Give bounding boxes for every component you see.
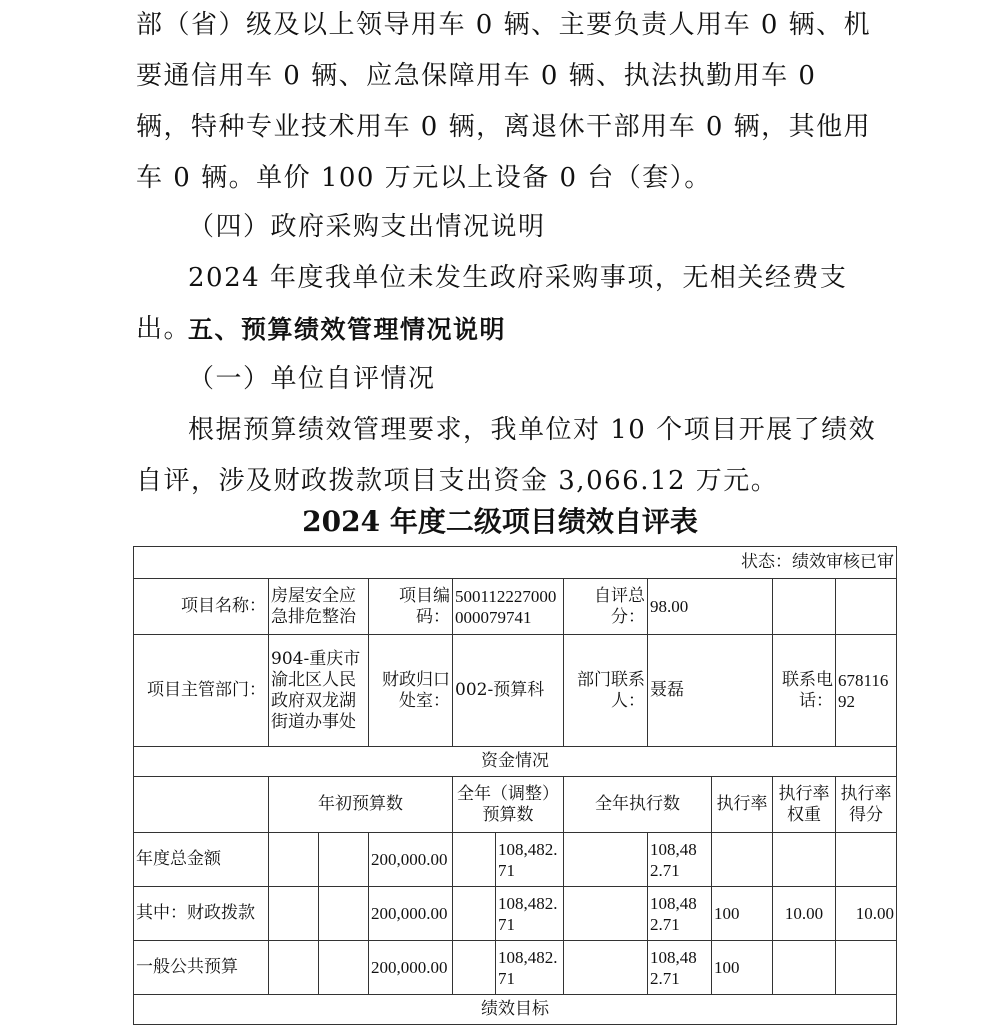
col-weight-header: 执行率权重 — [773, 777, 836, 833]
col-initial-header: 年初预算数 — [269, 777, 453, 833]
self-evaluation-table — [133, 546, 897, 1025]
row-label: 其中：财政拨款 — [134, 887, 269, 941]
empty-cell — [564, 941, 648, 995]
col-executed-header: 全年执行数 — [564, 777, 712, 833]
empty-cell — [564, 833, 648, 887]
table-row — [134, 941, 897, 995]
table-row — [134, 887, 897, 941]
row-label: 一般公共预算 — [134, 941, 269, 995]
empty-cell — [773, 579, 836, 635]
rate-score — [836, 833, 897, 887]
project-name-value: 房屋安全应急排危整治 — [269, 579, 369, 635]
table-row — [134, 833, 897, 887]
project-code-label: 项目编码： — [369, 579, 453, 635]
selfeval-text: 根据预算绩效管理要求，我单位对 10 个项目开展了绩效自评，涉及财政拨款项目支出资金 3,066.12 万元。 — [136, 415, 877, 496]
initial-budget: 200,000.00 — [369, 941, 453, 995]
contact-value: 聂磊 — [648, 635, 773, 747]
goals-section-header: 绩效目标 — [134, 995, 897, 1025]
empty-cell — [269, 833, 319, 887]
row-label: 年度总金额 — [134, 833, 269, 887]
empty-cell — [836, 579, 897, 635]
project-code-value: 500112227000000079741 — [453, 579, 564, 635]
selfeval-paragraph — [136, 405, 881, 507]
executed-amount: 108,482.71 — [648, 887, 712, 941]
col-score-header: 执行率得分 — [836, 777, 897, 833]
finance-office-value: 002-预算科 — [453, 635, 564, 747]
rate-score — [836, 941, 897, 995]
initial-budget: 200,000.00 — [369, 833, 453, 887]
heading-performance: 五、预算绩效管理情况说明 — [188, 315, 507, 344]
adjusted-budget: 108,482.71 — [496, 941, 564, 995]
executed-amount: 108,482.71 — [648, 941, 712, 995]
table-title: 2024 年度二级项目绩效自评表 — [302, 505, 698, 538]
project-name-label: 项目名称： — [134, 579, 269, 635]
rate-score: 10.00 — [836, 887, 897, 941]
funds-section-header: 资金情况 — [134, 747, 897, 777]
vehicle-text: 部（省）级及以上领导用车 0 辆、主要负责人用车 0 辆、机要通信用车 0 辆、应急保障用车 0 辆、执法执勤用车 0 辆，特种专业技术用车 0 辆，离退休干部用车 0 辆，其他用车 0 辆。单价 100 万元以上设备 0 台（套）。 — [136, 10, 872, 193]
heading-procurement: （四）政府采购支出情况说明 — [188, 212, 546, 242]
empty-cell — [319, 941, 369, 995]
phone-label: 联系电话： — [773, 635, 836, 747]
executed-amount: 108,482.71 — [648, 833, 712, 887]
rate-weight — [773, 941, 836, 995]
procurement-text: 2024 年度我单位未发生政府采购事项，无相关经费支出。 — [136, 263, 848, 344]
dept-label: 项目主管部门： — [134, 635, 269, 747]
initial-budget: 200,000.00 — [369, 887, 453, 941]
adjusted-budget: 108,482.71 — [496, 887, 564, 941]
execution-rate: 100 — [712, 941, 773, 995]
self-score-label: 自评总分： — [564, 579, 648, 635]
execution-rate: 100 — [712, 887, 773, 941]
empty-cell — [319, 833, 369, 887]
self-score-value: 98.00 — [648, 579, 773, 635]
col-adjusted-header: 全年（调整）预算数 — [453, 777, 564, 833]
finance-office-label: 财政归口处室： — [369, 635, 453, 747]
empty-cell — [453, 833, 496, 887]
empty-cell — [319, 887, 369, 941]
empty-cell — [269, 887, 319, 941]
adjusted-budget: 108,482.71 — [496, 833, 564, 887]
phone-value: 67811692 — [836, 635, 897, 747]
rate-weight: 10.00 — [773, 887, 836, 941]
empty-cell — [453, 887, 496, 941]
rate-weight — [773, 833, 836, 887]
empty-cell — [269, 941, 319, 995]
vehicle-paragraph — [136, 0, 881, 204]
empty-cell — [134, 777, 269, 833]
status-cell: 状态：绩效审核已审 — [134, 547, 897, 579]
empty-cell — [453, 941, 496, 995]
heading-selfeval: （一）单位自评情况 — [188, 364, 436, 394]
empty-cell — [564, 887, 648, 941]
contact-label: 部门联系人： — [564, 635, 648, 747]
dept-value: 904-重庆市渝北区人民政府双龙湖街道办事处 — [269, 635, 369, 747]
col-rate-header: 执行率 — [712, 777, 773, 833]
execution-rate — [712, 833, 773, 887]
